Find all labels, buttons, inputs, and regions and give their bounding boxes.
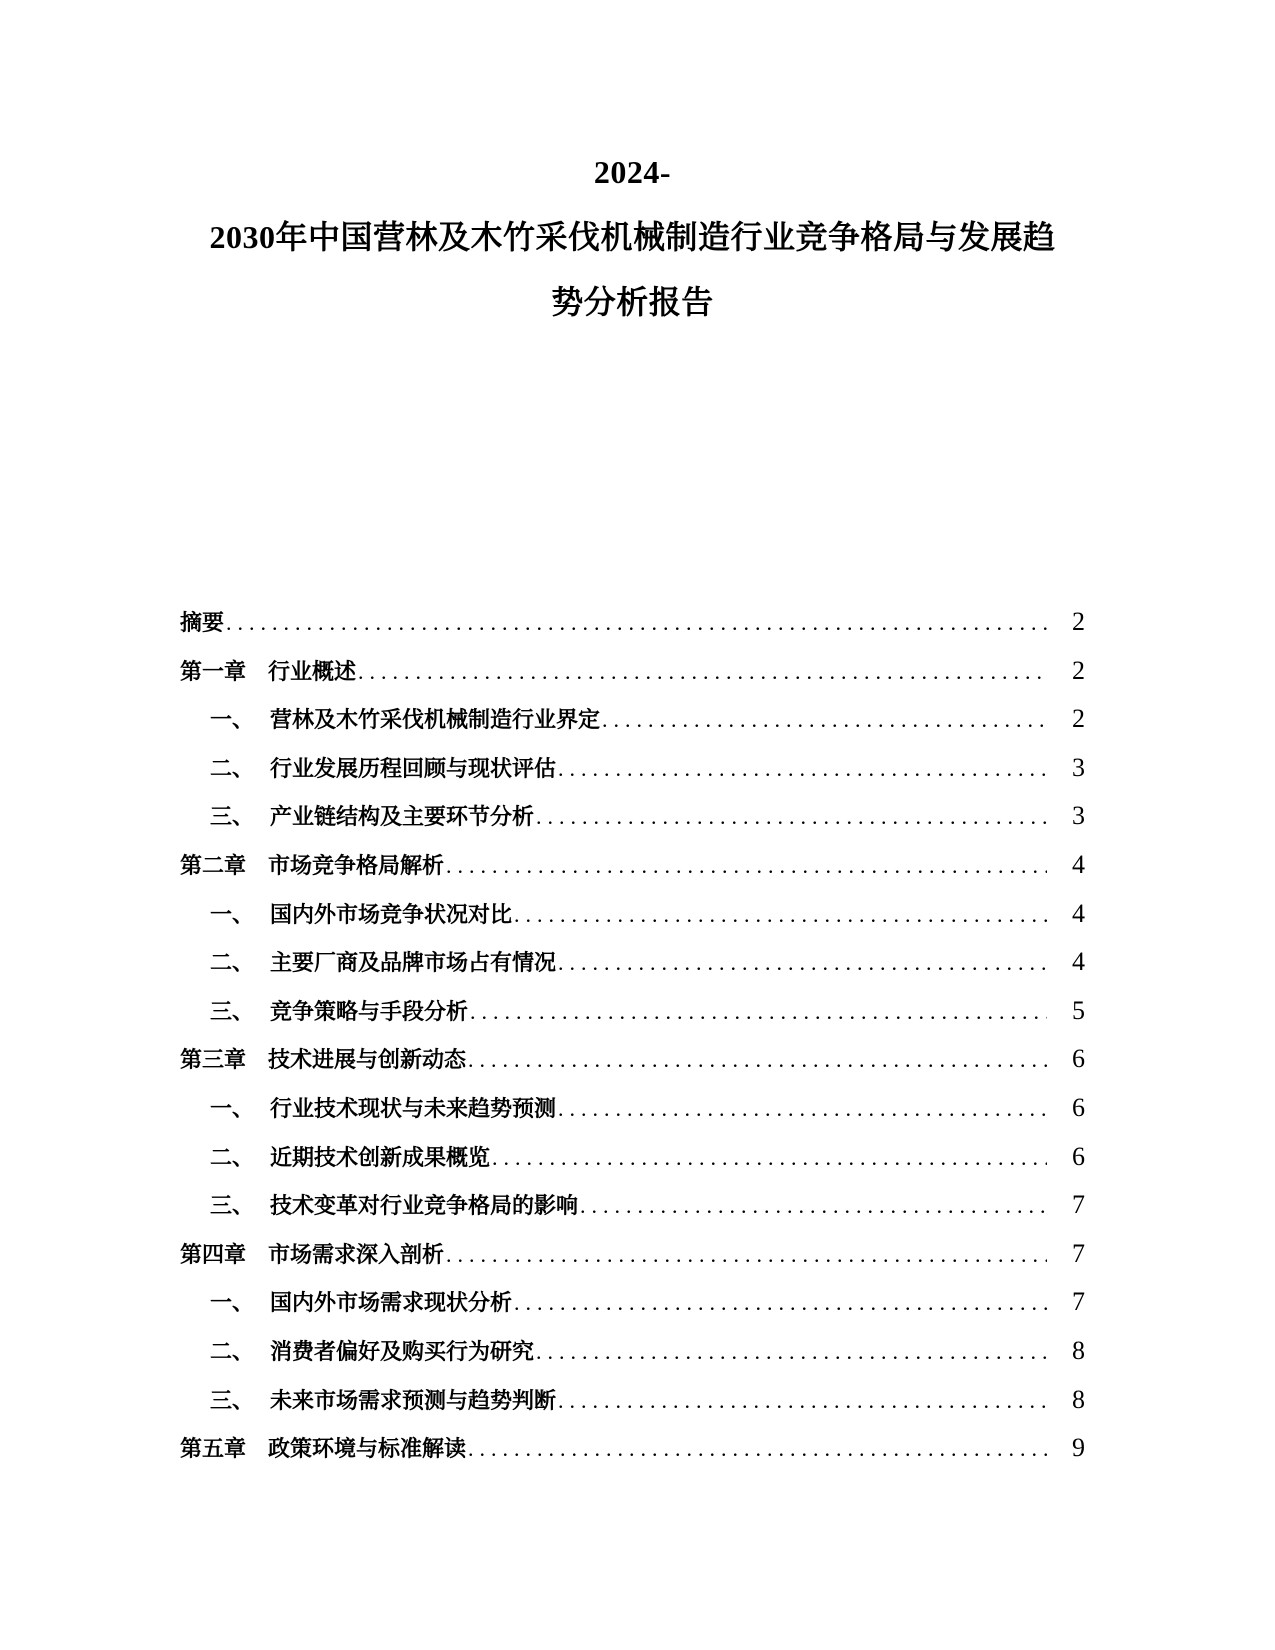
toc-dot-leader (558, 745, 1047, 794)
toc-dot-leader (514, 891, 1047, 940)
toc-entry-number: 一、 (210, 901, 255, 927)
toc-entry[interactable] (180, 841, 1085, 890)
toc-dot-leader (226, 599, 1047, 648)
toc-page-number: 4 (1072, 947, 1085, 977)
toc-dot-leader (446, 842, 1047, 891)
toc-entry-title: 行业技术现状与未来趋势预测 (270, 1095, 557, 1121)
toc-entry-number: 二、 (210, 1338, 255, 1364)
toc-entry-number: 第二章 (180, 852, 247, 878)
toc-page-number: 7 (1072, 1190, 1085, 1220)
toc-entry-title: 行业发展历程回顾与现状评估 (270, 755, 557, 781)
toc-entry-number: 一、 (210, 1290, 255, 1316)
toc-entry-number: 三、 (210, 1387, 255, 1413)
toc-dot-leader (558, 1085, 1047, 1134)
toc-entry-title: 技术变革对行业竞争格局的影响 (270, 1193, 579, 1219)
report-title-line-2: 2030年中国营林及木竹采伐机械制造行业竞争格局与发展趋 (209, 219, 1056, 255)
toc-entry[interactable] (180, 1278, 1085, 1327)
toc-entry[interactable] (180, 1424, 1085, 1473)
toc-entry[interactable] (180, 695, 1085, 744)
toc-entry-title: 行业概述 (268, 658, 357, 684)
toc-entry-number: 三、 (210, 804, 255, 830)
toc-entry-number: 二、 (210, 755, 255, 781)
toc-entry-number: 三、 (210, 1193, 255, 1219)
toc-entry[interactable] (180, 1230, 1085, 1279)
toc-entry-number: 二、 (210, 1144, 255, 1170)
toc-entry[interactable] (180, 647, 1085, 696)
toc-dot-leader (602, 696, 1047, 745)
toc-entry-number: 二、 (210, 950, 255, 976)
toc-entry-title: 国内外市场需求现状分析 (270, 1290, 513, 1316)
toc-page-number: 4 (1072, 849, 1085, 879)
toc-entry-title: 技术进展与创新动态 (268, 1047, 467, 1073)
toc-entry[interactable] (180, 1376, 1085, 1425)
toc-entry[interactable] (180, 744, 1085, 793)
toc-page-number: 6 (1072, 1092, 1085, 1122)
toc-entry[interactable] (180, 938, 1085, 987)
toc-dot-leader (470, 988, 1047, 1037)
toc-dot-leader (358, 648, 1047, 697)
toc-page-number: 6 (1072, 1044, 1085, 1074)
toc-entry-title: 摘要 (180, 610, 225, 635)
toc-dot-leader (492, 1134, 1047, 1183)
toc-entry-title: 消费者偏好及购买行为研究 (270, 1338, 535, 1364)
toc-page-number: 2 (1072, 607, 1085, 636)
toc-dot-leader (468, 1425, 1047, 1474)
toc-dot-leader (580, 1182, 1047, 1231)
toc-page-number: 8 (1072, 1335, 1085, 1365)
toc-page-number: 5 (1072, 995, 1085, 1025)
toc-dot-leader (468, 1036, 1047, 1085)
document-content (180, 0, 1085, 1473)
toc-entry-number: 第四章 (180, 1241, 247, 1267)
toc-entry[interactable] (180, 890, 1085, 939)
toc-entry-number: 第三章 (180, 1047, 247, 1073)
table-of-contents (180, 598, 1085, 1473)
report-title (180, 0, 1085, 335)
toc-page-number: 2 (1072, 655, 1085, 685)
toc-page-number: 2 (1072, 704, 1085, 734)
toc-entry[interactable] (180, 1181, 1085, 1230)
toc-dot-leader (558, 939, 1047, 988)
toc-page-number: 7 (1072, 1238, 1085, 1268)
toc-entry-title: 市场需求深入剖析 (268, 1241, 445, 1267)
toc-entry-title: 政策环境与标准解读 (268, 1436, 467, 1462)
toc-dot-leader (558, 1377, 1047, 1426)
toc-page-number: 6 (1072, 1141, 1085, 1171)
toc-dot-leader (514, 1279, 1047, 1328)
toc-entry[interactable] (180, 987, 1085, 1036)
toc-entry-number: 第五章 (180, 1436, 247, 1462)
toc-entry-title: 近期技术创新成果概览 (270, 1144, 491, 1170)
toc-page-number: 8 (1072, 1384, 1085, 1414)
report-title-line-1: 2024- (593, 154, 672, 190)
toc-entry-number: 一、 (210, 1095, 255, 1121)
toc-entry-title: 主要厂商及品牌市场占有情况 (270, 950, 557, 976)
toc-entry-title: 营林及木竹采伐机械制造行业界定 (270, 707, 601, 733)
toc-entry-title: 未来市场需求预测与趋势判断 (270, 1387, 557, 1413)
toc-entry[interactable] (180, 598, 1085, 647)
toc-entry[interactable] (180, 1035, 1085, 1084)
toc-entry-title: 竞争策略与手段分析 (270, 998, 469, 1024)
toc-entry[interactable] (180, 1133, 1085, 1182)
toc-dot-leader (536, 793, 1047, 842)
toc-page-number: 4 (1072, 898, 1085, 928)
toc-entry-number: 一、 (210, 707, 255, 733)
toc-dot-leader (446, 1231, 1047, 1280)
toc-entry-number: 第一章 (180, 658, 247, 684)
toc-entry-title: 国内外市场竞争状况对比 (270, 901, 513, 927)
toc-entry[interactable] (180, 1327, 1085, 1376)
toc-entry[interactable] (180, 792, 1085, 841)
toc-entry-number: 三、 (210, 998, 255, 1024)
toc-page-number: 9 (1072, 1433, 1085, 1463)
toc-entry-title: 产业链结构及主要环节分析 (270, 804, 535, 830)
toc-dot-leader (536, 1328, 1047, 1377)
toc-page-number: 3 (1072, 801, 1085, 831)
toc-entry-title: 市场竞争格局解析 (268, 852, 445, 878)
report-title-line-3: 势分析报告 (551, 284, 714, 320)
toc-page-number: 7 (1072, 1287, 1085, 1317)
toc-entry[interactable] (180, 1084, 1085, 1133)
toc-page-number: 3 (1072, 752, 1085, 782)
